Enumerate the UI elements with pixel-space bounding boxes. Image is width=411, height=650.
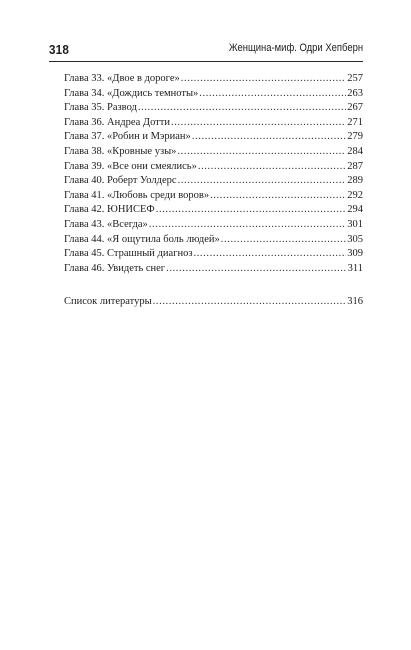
- toc-entry-page: 287: [347, 160, 363, 172]
- bibliography-entry: [64, 295, 363, 310]
- toc-entry-label: Глава 39. «Все они смеялись»: [64, 160, 197, 172]
- dot-leader: [192, 130, 346, 145]
- toc-entry-label: Глава 45. Страшный диагноз: [64, 248, 193, 260]
- toc-entry-page: 292: [347, 189, 363, 201]
- toc-entry: [64, 247, 363, 262]
- toc-entry: [64, 72, 363, 87]
- toc-entry: [64, 189, 363, 204]
- toc-entry-page: 279: [347, 131, 363, 143]
- toc-entry-page: 301: [347, 218, 363, 230]
- dot-leader: [210, 189, 346, 204]
- toc-entry-page: 257: [347, 73, 363, 84]
- toc-entry-page: 316: [347, 296, 363, 307]
- toc-entry-label: Список литературы: [64, 296, 152, 307]
- toc-entry-page: 271: [347, 116, 363, 128]
- toc-entry-label: Глава 38. «Кровные узы»: [64, 145, 177, 157]
- toc-entry-page: 289: [347, 175, 363, 187]
- table-of-contents: [64, 72, 363, 276]
- toc-entry: [64, 130, 363, 145]
- toc-entry: [64, 160, 363, 175]
- running-title: Женщина-миф. Одри Хепберн: [228, 42, 363, 54]
- page-number: 318: [49, 42, 70, 57]
- dot-leader: [171, 116, 346, 131]
- toc-entry-label: Глава 37. «Робин и Мэриан»: [64, 131, 191, 143]
- dot-leader: [181, 72, 346, 87]
- toc-line: [64, 295, 363, 310]
- toc-entry-page: 263: [347, 87, 363, 99]
- dot-leader: [166, 262, 347, 277]
- dot-leader: [193, 247, 346, 262]
- dot-leader: [156, 203, 347, 218]
- dot-leader: [149, 218, 346, 233]
- toc-entry-label: Глава 34. «Дождись темноты»: [64, 87, 199, 99]
- toc-entry-label: Глава 44. «Я ощутила боль людей»: [64, 233, 220, 245]
- toc-entry-page: 311: [347, 262, 363, 274]
- dot-leader: [138, 101, 346, 116]
- toc-entry-page: 267: [347, 102, 363, 114]
- toc-entry-label: Глава 46. Увидеть снег: [64, 262, 166, 274]
- toc-entry: [64, 262, 363, 277]
- toc-entry-page: 294: [347, 204, 363, 216]
- toc-entry-label: Глава 36. Андреа Дотти: [64, 116, 170, 128]
- toc-entry: [64, 233, 363, 248]
- toc-entry-label: Глава 43. «Всегда»: [64, 218, 148, 230]
- dot-leader: [177, 145, 346, 160]
- toc-entry: [64, 101, 363, 116]
- dot-leader: [221, 233, 346, 248]
- toc-entry: [64, 174, 363, 189]
- toc-entry-label: Глава 33. «Двое в дороге»: [64, 73, 180, 84]
- toc-entry-label: Глава 35. Развод: [64, 102, 137, 114]
- toc-entry: [64, 87, 363, 102]
- dot-leader: [199, 87, 346, 102]
- toc-entry-page: 309: [347, 248, 363, 260]
- dot-leader: [178, 174, 347, 189]
- toc-entry-page: 305: [347, 233, 363, 245]
- page-header: [49, 42, 363, 58]
- toc-entry: [64, 116, 363, 131]
- toc-entry: [64, 145, 363, 160]
- toc-entry-page: 284: [347, 145, 363, 157]
- toc-entry-label: Глава 42. ЮНИСЕФ: [64, 204, 155, 216]
- dot-leader: [153, 295, 347, 310]
- dot-leader: [198, 160, 346, 175]
- header-rule: [49, 61, 363, 62]
- toc-entry-label: Глава 40. Роберт Уолдерс: [64, 175, 177, 187]
- toc-entry: [64, 218, 363, 233]
- toc-entry: [64, 203, 363, 218]
- toc-entry-label: Глава 41. «Любовь среди воров»: [64, 189, 210, 201]
